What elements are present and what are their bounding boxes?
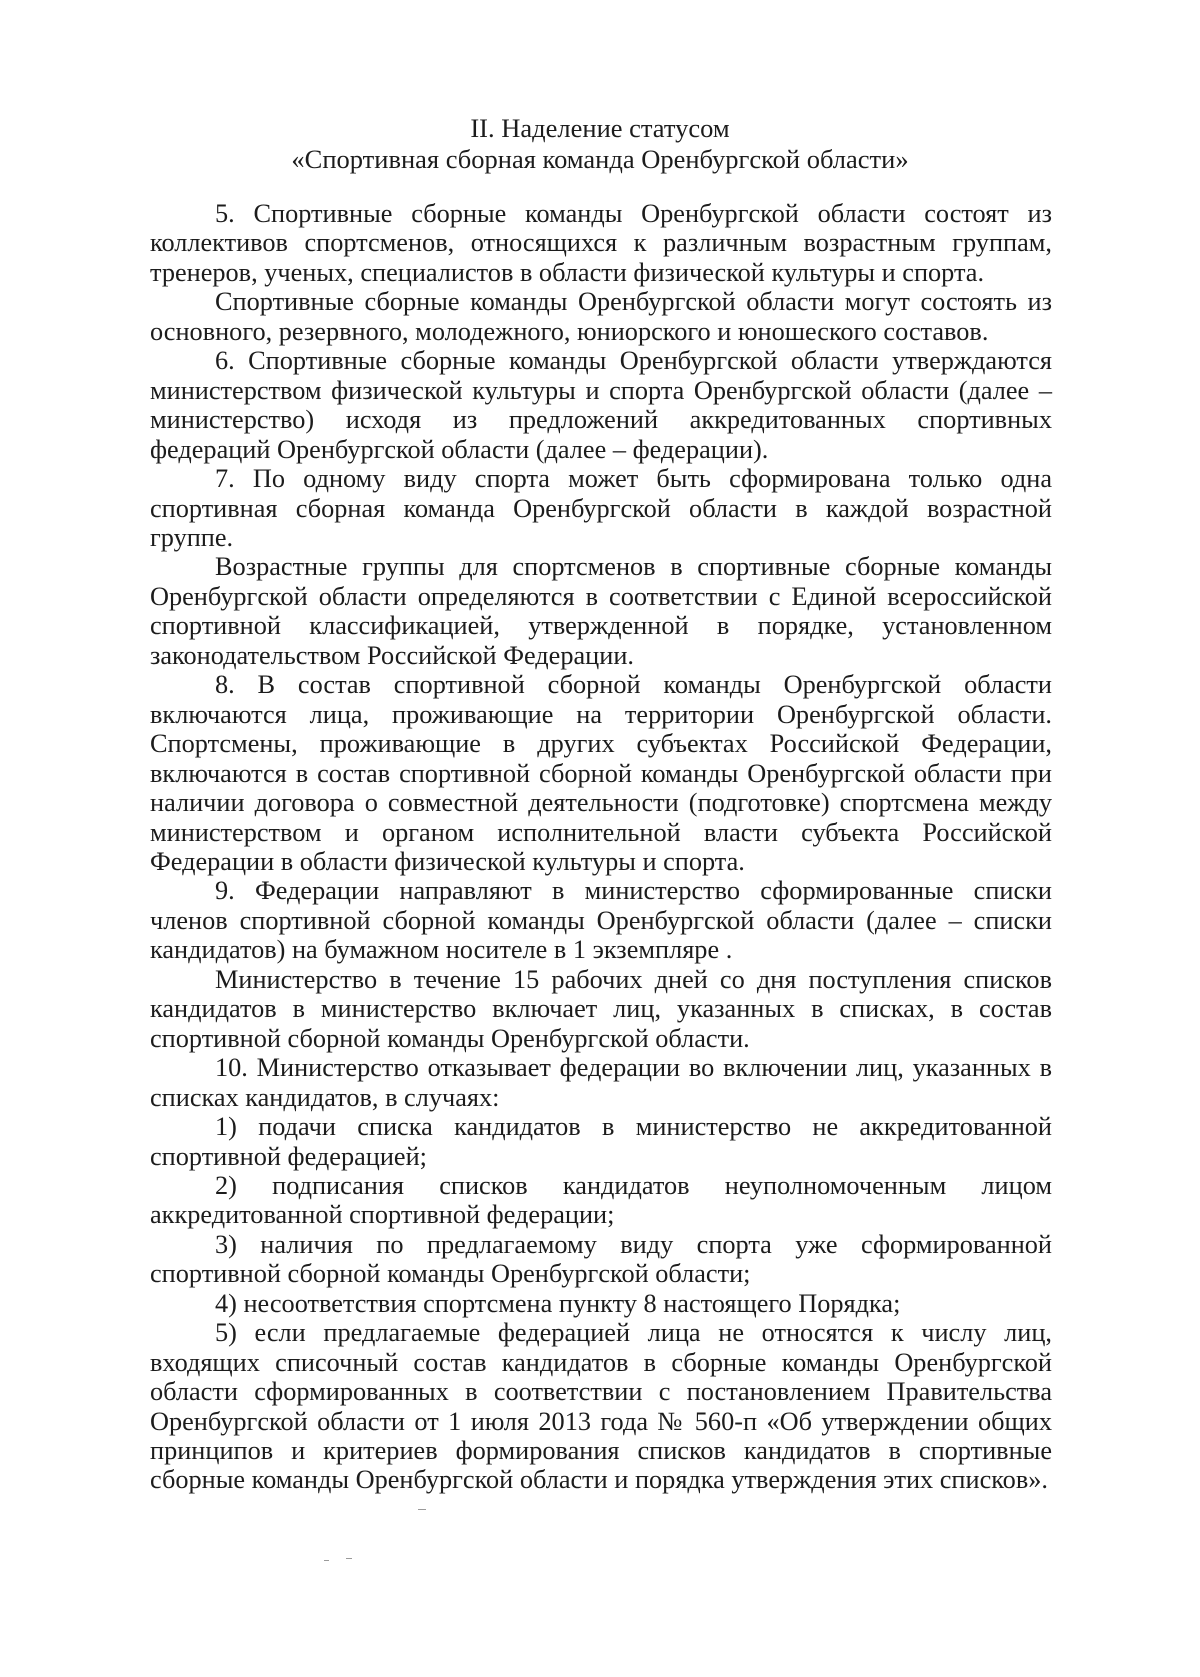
paragraph-7-age-groups: Возрастные группы для спортсменов в спортивные сборные команды Оренбургской области определяются в соответствии с Единой всероссийской спортивной классификацией, утвержденной в порядке, установленном законодательством Российской Федерации. bbox=[150, 552, 1052, 670]
section-heading: II. Наделение статусом bbox=[470, 113, 730, 143]
paragraph-7: 7. По одному виду спорта может быть сформирована только одна спортивная сборная команда Оренбургской области в каждой возрастной группе. bbox=[150, 464, 1052, 552]
scan-artifact-mark bbox=[418, 1509, 426, 1510]
list-item-3: 3) наличия по предлагаемому виду спорта уже сформированной спортивной сборной команды Оренбургской области; bbox=[150, 1229, 1052, 1289]
document-body bbox=[150, 199, 1052, 1495]
paragraph-10: 10. Министерство отказывает федерации во включении лиц, указанных в списках кандидатов, в случаях: bbox=[150, 1053, 1052, 1112]
list-item-5: 5) если предлагаемые федерацией лица не относятся к числу лиц, входящих списочный состав кандидатов в сборные команды Оренбургской области сформированных в соответствии с постановлением Правительства Оренбургской области от 1 июля 2013 года № 560-п «Об утверждении общих принципов и критериев формирования списков кандидатов в спортивные сборные команды Оренбургской области и порядка утверждения этих списков». bbox=[150, 1318, 1052, 1495]
paragraph-8: 8. В состав спортивной сборной команды Оренбургской области включаются лица, проживающие на территории Оренбургской области. Спортсмены, проживающие в других субъектах Российской Федерации, включаются в состав спортивной сборной команды Оренбургской области при наличии договора о совместной деятельности (подготовке) спортсмена между министерством и органом исполнительной власти субъекта Российской Федерации в области физической культуры и спорта. bbox=[150, 670, 1052, 876]
list-item-4: 4) несоответствия спортсмена пункту 8 настоящего Порядка; bbox=[215, 1288, 901, 1318]
paragraph-6: 6. Спортивные сборные команды Оренбургской области утверждаются министерством физической культуры и спорта Оренбургской области (далее – министерство) исходя из предложений аккредитованных спортивных федераций Оренбургской области (далее – федерации). bbox=[150, 346, 1052, 464]
list-item-1: 1) подачи списка кандидатов в министерство не аккредитованной спортивной федерацией; bbox=[150, 1112, 1052, 1171]
scan-artifact-mark bbox=[324, 1560, 329, 1561]
paragraph-5-composition: Спортивные сборные команды Оренбургской области могут состоять из основного, резервного, молодежного, юниорского и юношеского составов. bbox=[150, 287, 1052, 346]
paragraph-9: 9. Федерации направляют в министерство сформированные списки членов спортивной сборной команды Оренбургской области (далее – списки кандидатов) на бумажном носителе в 1 экземпляре . bbox=[150, 876, 1052, 965]
paragraph-5: 5. Спортивные сборные команды Оренбургской области состоят из коллективов спортсменов, относящихся к различным возрастным группам, тренеров, ученых, специалистов в области физической культуры и спорта. bbox=[150, 199, 1052, 287]
list-item-2: 2) подписания списков кандидатов неуполномоченным лицом аккредитованной спортивной федерации; bbox=[150, 1170, 1052, 1230]
section-subheading: «Спортивная сборная команда Оренбургской области» bbox=[291, 144, 909, 174]
scan-artifact-mark bbox=[346, 1558, 352, 1559]
paragraph-9-ministry: Министерство в течение 15 рабочих дней со дня поступления списков кандидатов в министерство включает лиц, указанных в списках, в состав спортивной сборной команды Оренбургской области. bbox=[150, 964, 1052, 1053]
